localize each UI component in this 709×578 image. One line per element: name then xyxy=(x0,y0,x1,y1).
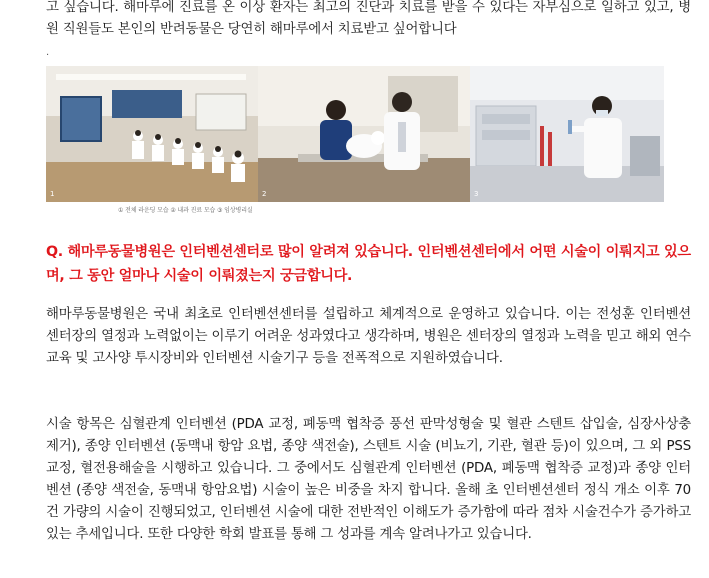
answer-paragraph-1: 해마루동물병원은 국내 최초로 인터벤션센터를 설립하고 체계적으로 운영하고 있습니다. 이는 전성훈 인터벤션 센터장의 열정과 노력없이는 이루기 어려운 성과였다고 생각하며, 병원은 센터장의 열정과 노력을 믿고 해외 연수교육 및 고사양 투시장비와 인터벤션 시술기구 등을 전폭적으로 지원하였습니다. xyxy=(46,307,691,366)
photo-number-3: 3 xyxy=(474,190,479,198)
answer-paragraph-2: 시술 항목은 심혈관계 인터벤션 (PDA 교정, 폐동맥 협착증 풍선 판막성형술 및 혈관 스텐트 삽입술, 심장사상충 제거), 종양 인터벤션 (동맥내 항암 요법, 종양 색전술), 스텐트 시술 (비뇨기, 기관, 혈관 등)이 있으며, 그 외 PSS 교정, 혈전용해술을 시행하고 있습니다. 그 중에서도 심혈관계 인터벤션 (PDA, 폐동맥 협착증 교정)과 종양 인터벤션 (종양 색전술, 동맥내 항암요법) 시술이 높은 비중을 차지 합니다. 올해 초 인터벤션센터 정식 개소 이후 70건 가량의 시술이 진행되었고, 인터벤션 시술에 대한 전반적인 이해도가 증가함에 따라 점차 시술건수가 증가하고 있는 추세입니다. 또한 다양한 학회 발표를 통해 그 성과를 계속 알려나가고 있습니다. xyxy=(46,417,691,542)
photo-number-1: 1 xyxy=(50,190,55,198)
photo-caption: ① 전체 라운딩 모습 ② 내과 진료 모습 ③ 임상병리실 xyxy=(118,207,253,214)
photo-number-2: 2 xyxy=(262,190,267,198)
photo-pathology-lab xyxy=(470,66,664,202)
photo-strip xyxy=(46,66,664,202)
pathology-lab-image xyxy=(470,66,664,202)
photo-exam-room xyxy=(258,66,470,202)
interview-question: Q. 해마루동물병원은 인터벤션센터로 많이 알려져 있습니다. 인터벤션센터에서 어떤 시술이 이뤄지고 있으며, 그 동안 얼마나 시술이 이뤄졌는지 궁금합니다. xyxy=(46,244,691,284)
lecture-room-image xyxy=(46,66,258,202)
exam-room-image xyxy=(258,66,470,202)
intro-paragraph: 고 싶습니다. 해마루에 진료를 온 이상 환자는 최고의 진단과 치료를 받을 수 있다는 자부심으로 일하고 있고, 병원 직원들도 본인의 반려동물은 당연히 해마루에서 치료받고 싶어합니다 xyxy=(46,0,691,37)
photo-lecture-room xyxy=(46,66,258,202)
separator-dot: . xyxy=(46,47,50,58)
